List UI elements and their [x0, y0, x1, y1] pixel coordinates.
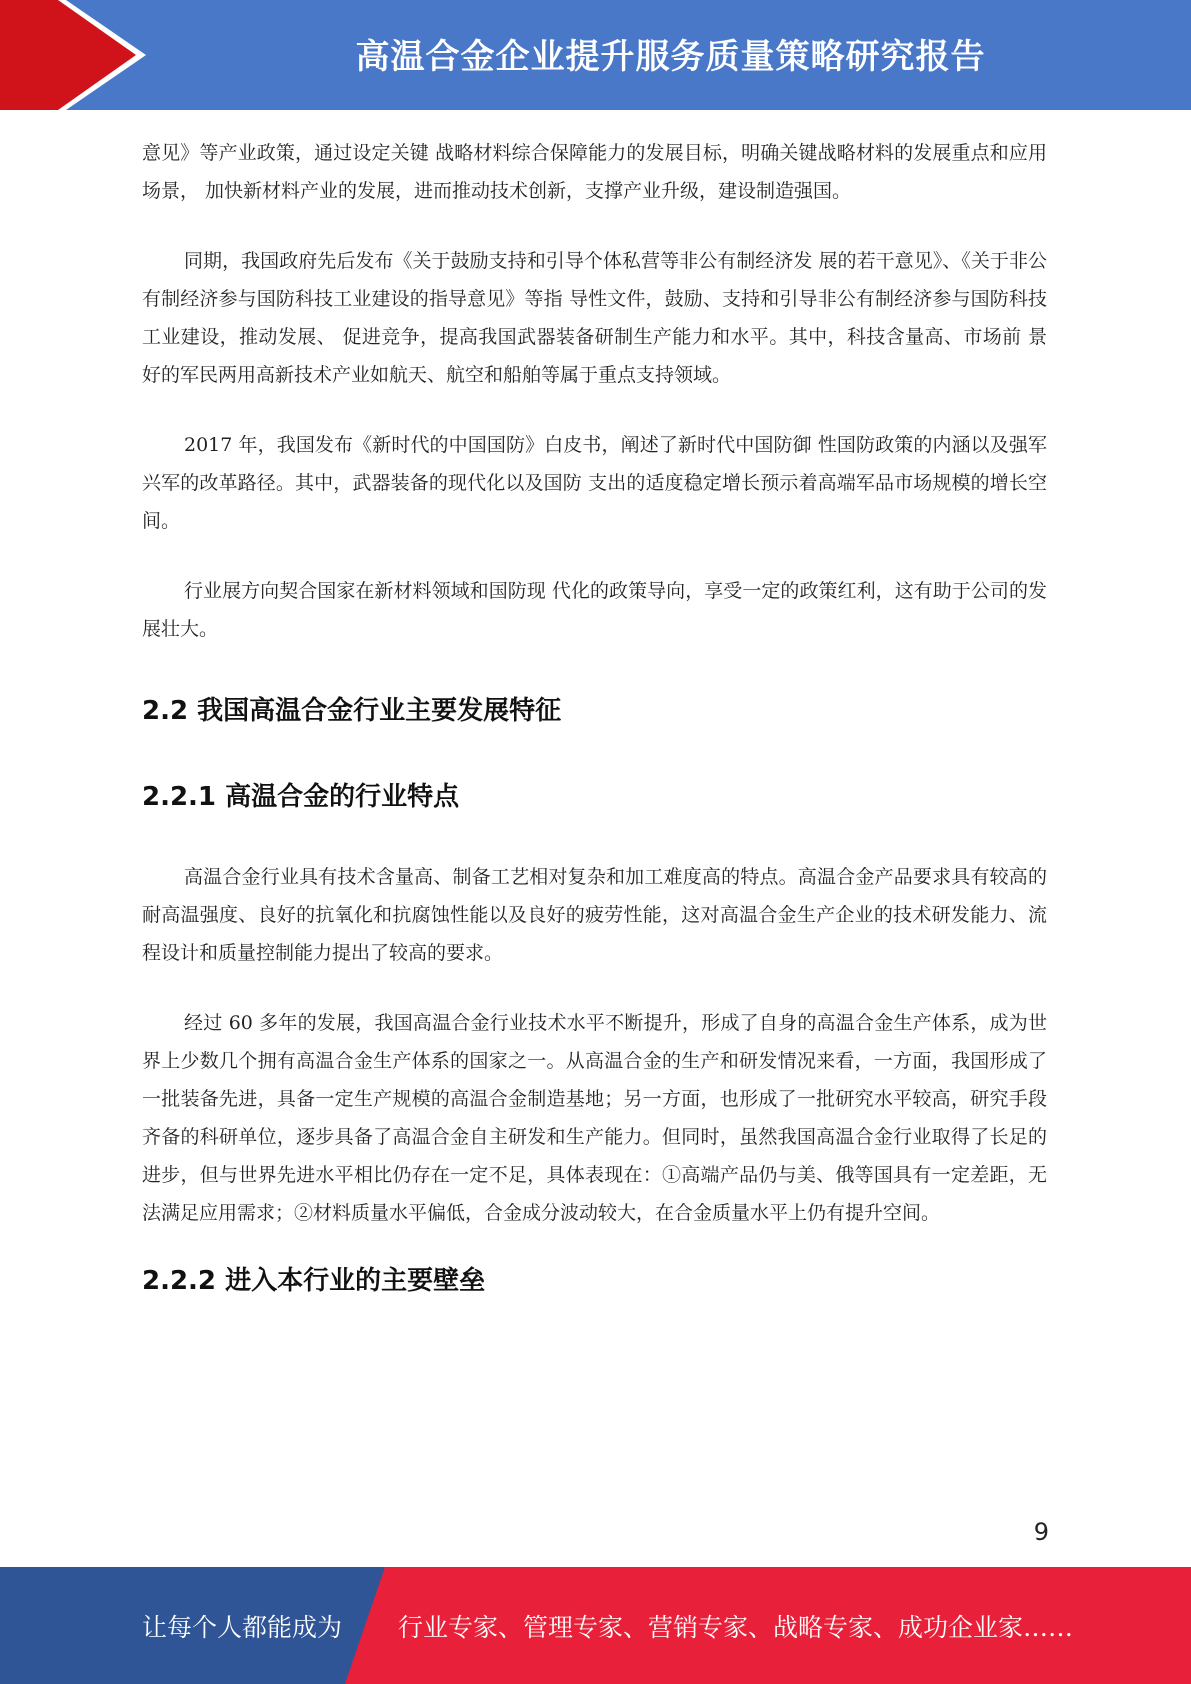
- paragraph-policy-continuation: 意见》等产业政策，通过设定关键 战略材料综合保障能力的发展目标，明确关键战略材料的发展重点和应用场景， 加快新材料产业的发展，进而推动技术创新，支撑产业升级，建设制造强国。: [142, 142, 1047, 202]
- page-footer: [0, 1567, 1191, 1684]
- footer-slogan-right: 行业专家、管理专家、营销专家、战略专家、成功企业家……: [398, 1612, 1074, 1642]
- report-title: 高温合金企业提升服务质量策略研究报告: [355, 36, 986, 77]
- paragraph-defense-white-paper: 2017 年，我国发布《新时代的中国国防》白皮书，阐述了新时代中国防御 性国防政策的内涵以及强军兴军的改革路径。其中，武器装备的现代化以及国防 支出的适度稳定增长预示着高端军品市场规模的增长空间。: [142, 434, 1047, 532]
- paragraph-industry-features: 高温合金行业具有技术含量高、制备工艺相对复杂和加工难度高的特点。高温合金产品要求具有较高的耐高温强度、良好的抗氧化和抗腐蚀性能以及良好的疲劳性能，这对高温合金生产企业的技术研发能力、流程设计和质量控制能力提出了较高的要求。: [142, 866, 1047, 964]
- section-heading-2-2-1: 2.2.1 高温合金的行业特点: [142, 782, 460, 812]
- paragraph-industry-development: 经过 60 多年的发展，我国高温合金行业技术水平不断提升，形成了自身的高温合金生产体系，成为世界上少数几个拥有高温合金生产体系的国家之一。从高温合金的生产和研发情况来看，一方面，我国形成了一批装备先进，具备一定生产规模的高温合金制造基地；另一方面，也形成了一批研究水平较高，研究手段齐备的科研单位，逐步具备了高温合金自主研发和生产能力。但同时，虽然我国高温合金行业取得了长足的进步，但与世界先进水平相比仍存在一定不足，具体表现在：①高端产品仍与美、俄等国具有一定差距，无法满足应用需求；②材料质量水平偏低，合金成分波动较大，在合金质量水平上仍有提升空间。: [142, 1012, 1047, 1224]
- footer-slogan-left: 让每个人都能成为: [142, 1612, 343, 1642]
- section-heading-2-2-2: 2.2.2 进入本行业的主要壁垒: [142, 1266, 486, 1296]
- paragraph-private-economy-policy: 同期，我国政府先后发布《关于鼓励支持和引导个体私营等非公有制经济发 展的若干意见》、《关于非公有制经济参与国防科技工业建设的指导意见》等指 导性文件，鼓励、支持和引导非公有制经济参与国防科技工业建设，推动发展、 促进竞争，提高我国武器装备研制生产能力和水平。其中，科技含量高、市场前 景好的军民两用高新技术产业如航天、航空和船舶等属于重点支持领域。: [142, 250, 1047, 386]
- document-body: [142, 134, 1047, 1342]
- paragraph-industry-direction: 行业展方向契合国家在新材料领域和国防现 代化的政策导向，享受一定的政策红利，这有助于公司的发展壮大。: [142, 580, 1047, 640]
- page-header: [0, 0, 1191, 110]
- section-heading-2-2: 2.2 我国高温合金行业主要发展特征: [142, 696, 562, 726]
- page-number: 9: [1033, 1518, 1049, 1546]
- header-arrow-decoration: [0, 0, 160, 110]
